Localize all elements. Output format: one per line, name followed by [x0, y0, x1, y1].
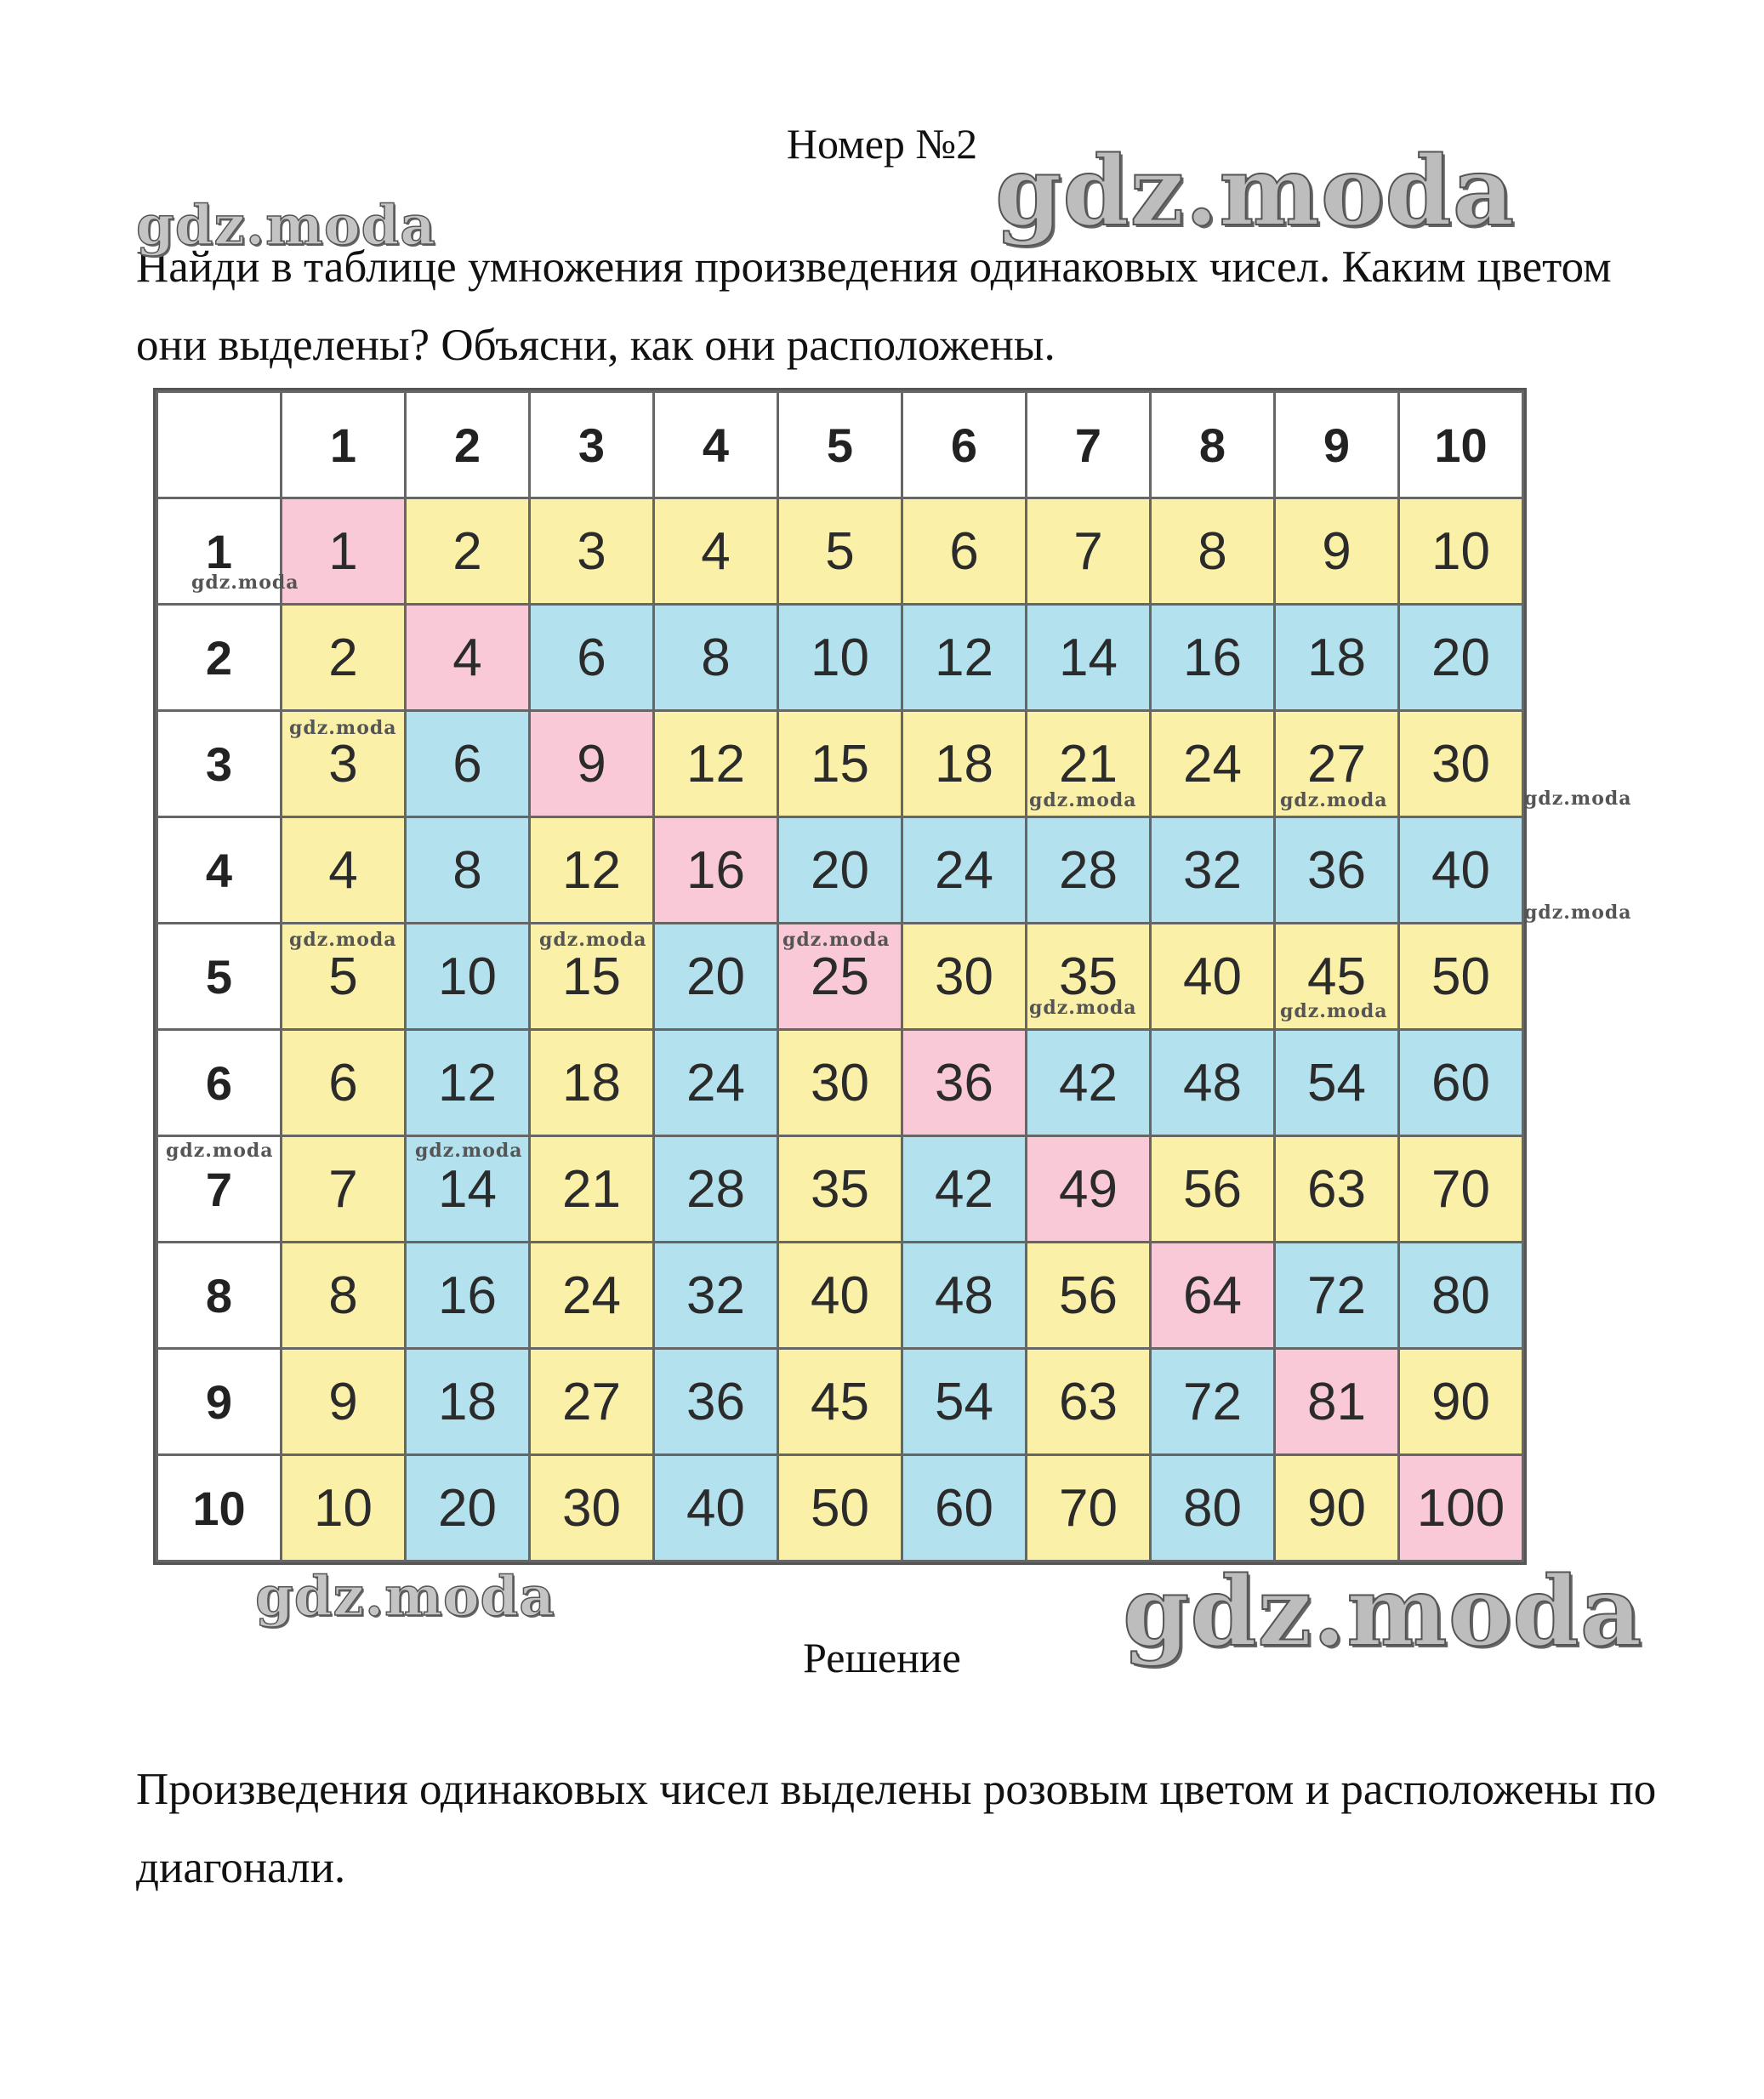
- row-header: 7: [157, 1136, 282, 1243]
- column-header: 6: [902, 392, 1027, 498]
- square-product-cell: 25: [778, 924, 902, 1030]
- column-header: 3: [530, 392, 654, 498]
- row-header: 10: [157, 1455, 282, 1561]
- solution-heading: Решение: [803, 1634, 961, 1681]
- table-row: [157, 1455, 1523, 1561]
- product-cell: 8: [1151, 498, 1275, 605]
- product-cell: 70: [1027, 1455, 1151, 1561]
- row-header: 9: [157, 1349, 282, 1455]
- product-cell: 45: [1275, 924, 1399, 1030]
- square-product-cell: 36: [902, 1030, 1027, 1136]
- product-cell: 60: [1399, 1030, 1523, 1136]
- column-header: 9: [1275, 392, 1399, 498]
- product-cell: 50: [778, 1455, 902, 1561]
- watermark-logo: gdz.moda: [1280, 1000, 1388, 1022]
- product-cell: 80: [1399, 1243, 1523, 1349]
- product-cell: 24: [902, 817, 1027, 924]
- product-cell: 32: [654, 1243, 778, 1349]
- product-cell: 32: [1151, 817, 1275, 924]
- square-product-cell: 100: [1399, 1455, 1523, 1561]
- column-header: 10: [1399, 392, 1523, 498]
- product-cell: 10: [1399, 498, 1523, 605]
- table-row: [157, 498, 1523, 605]
- watermark-logo: gdz.moda: [289, 929, 397, 951]
- product-cell: 42: [1027, 1030, 1151, 1136]
- product-cell: 63: [1027, 1349, 1151, 1455]
- product-cell: 42: [902, 1136, 1027, 1243]
- watermark-logo: gdz.moda: [136, 194, 436, 258]
- product-cell: 28: [654, 1136, 778, 1243]
- product-cell: 2: [406, 498, 530, 605]
- product-cell: 20: [654, 924, 778, 1030]
- multiplication-grid: [156, 390, 1524, 1562]
- product-cell: 9: [282, 1349, 406, 1455]
- square-product-cell: 4: [406, 605, 530, 711]
- product-cell: 18: [530, 1030, 654, 1136]
- square-product-cell: 16: [654, 817, 778, 924]
- column-header: 7: [1027, 392, 1151, 498]
- product-cell: 45: [778, 1349, 902, 1455]
- product-cell: 90: [1275, 1455, 1399, 1561]
- product-cell: 21: [1027, 711, 1151, 817]
- product-cell: 35: [1027, 924, 1151, 1030]
- product-cell: 12: [654, 711, 778, 817]
- watermark-logo: gdz.moda: [166, 1140, 274, 1162]
- product-cell: 72: [1151, 1349, 1275, 1455]
- watermark-logo: gdz.moda: [415, 1140, 523, 1162]
- product-cell: 30: [530, 1455, 654, 1561]
- product-cell: 30: [902, 924, 1027, 1030]
- product-cell: 18: [1275, 605, 1399, 711]
- product-cell: 8: [654, 605, 778, 711]
- square-product-cell: 9: [530, 711, 654, 817]
- product-cell: 6: [902, 498, 1027, 605]
- product-cell: 24: [530, 1243, 654, 1349]
- product-cell: 10: [406, 924, 530, 1030]
- product-cell: 6: [282, 1030, 406, 1136]
- table-row: [157, 1030, 1523, 1136]
- product-cell: 56: [1027, 1243, 1151, 1349]
- product-cell: 9: [1275, 498, 1399, 605]
- product-cell: 8: [406, 817, 530, 924]
- product-cell: 15: [778, 711, 902, 817]
- product-cell: 50: [1399, 924, 1523, 1030]
- product-cell: 27: [530, 1349, 654, 1455]
- square-product-cell: 49: [1027, 1136, 1151, 1243]
- row-header: 8: [157, 1243, 282, 1349]
- table-header-row: [157, 392, 1523, 498]
- table-corner-cell: [157, 392, 282, 498]
- table-row: [157, 1136, 1523, 1243]
- product-cell: 28: [1027, 817, 1151, 924]
- product-cell: 7: [1027, 498, 1151, 605]
- product-cell: 48: [902, 1243, 1027, 1349]
- product-cell: 12: [530, 817, 654, 924]
- row-header: 5: [157, 924, 282, 1030]
- product-cell: 18: [406, 1349, 530, 1455]
- product-cell: 12: [902, 605, 1027, 711]
- watermark-logo: gdz.moda: [995, 136, 1516, 247]
- product-cell: 16: [406, 1243, 530, 1349]
- product-cell: 40: [778, 1243, 902, 1349]
- watermark-logo: gdz.moda: [1029, 789, 1137, 811]
- square-product-cell: 64: [1151, 1243, 1275, 1349]
- product-cell: 20: [1399, 605, 1523, 711]
- watermark-logo: gdz.moda: [1029, 997, 1137, 1019]
- product-cell: 72: [1275, 1243, 1399, 1349]
- product-cell: 70: [1399, 1136, 1523, 1243]
- column-header: 8: [1151, 392, 1275, 498]
- product-cell: 63: [1275, 1136, 1399, 1243]
- product-cell: 54: [902, 1349, 1027, 1455]
- product-cell: 3: [282, 711, 406, 817]
- product-cell: 4: [654, 498, 778, 605]
- row-header: 6: [157, 1030, 282, 1136]
- row-header: 1: [157, 498, 282, 605]
- watermark-logo: gdz.moda: [1123, 1556, 1643, 1668]
- watermark-logo: gdz.moda: [1280, 789, 1388, 811]
- watermark-logo: gdz.moda: [782, 929, 891, 951]
- product-cell: 12: [406, 1030, 530, 1136]
- row-header: 4: [157, 817, 282, 924]
- product-cell: 5: [282, 924, 406, 1030]
- product-cell: 54: [1275, 1030, 1399, 1136]
- product-cell: 20: [778, 817, 902, 924]
- product-cell: 56: [1151, 1136, 1275, 1243]
- product-cell: 30: [1399, 711, 1523, 817]
- square-product-cell: 81: [1275, 1349, 1399, 1455]
- watermark-logo: gdz.moda: [1524, 788, 1632, 810]
- product-cell: 15: [530, 924, 654, 1030]
- product-cell: 16: [1151, 605, 1275, 711]
- product-cell: 2: [282, 605, 406, 711]
- product-cell: 80: [1151, 1455, 1275, 1561]
- product-cell: 40: [1399, 817, 1523, 924]
- product-cell: 14: [406, 1136, 530, 1243]
- column-header: 4: [654, 392, 778, 498]
- product-cell: 6: [406, 711, 530, 817]
- watermark-logo: gdz.moda: [539, 929, 647, 951]
- problem-title: Номер №2: [786, 120, 978, 168]
- row-header: 2: [157, 605, 282, 711]
- multiplication-table: [153, 388, 1527, 1565]
- task-text: Найди в таблице умножения произведения одинаковых чисел. Каким цветом они выделены? Объясни, как они расположены.: [136, 242, 1612, 370]
- row-header: 3: [157, 711, 282, 817]
- product-cell: 3: [530, 498, 654, 605]
- square-product-cell: 1: [282, 498, 406, 605]
- product-cell: 5: [778, 498, 902, 605]
- watermark-logo: gdz.moda: [1524, 902, 1632, 924]
- product-cell: 24: [654, 1030, 778, 1136]
- watermark-logo: gdz.moda: [289, 717, 397, 739]
- watermark-logo: gdz.moda: [255, 1565, 555, 1629]
- table-row: [157, 817, 1523, 924]
- watermark-logo: gdz.moda: [191, 572, 299, 594]
- product-cell: 18: [902, 711, 1027, 817]
- product-cell: 14: [1027, 605, 1151, 711]
- product-cell: 6: [530, 605, 654, 711]
- column-header: 5: [778, 392, 902, 498]
- product-cell: 10: [282, 1455, 406, 1561]
- product-cell: 36: [654, 1349, 778, 1455]
- product-cell: 24: [1151, 711, 1275, 817]
- product-cell: 30: [778, 1030, 902, 1136]
- product-cell: 8: [282, 1243, 406, 1349]
- table-row: [157, 605, 1523, 711]
- table-row: [157, 1243, 1523, 1349]
- product-cell: 36: [1275, 817, 1399, 924]
- product-cell: 4: [282, 817, 406, 924]
- answer-text: Произведения одинаковых чисел выделены розовым цветом и расположены по диагонали.: [136, 1765, 1657, 1892]
- product-cell: 7: [282, 1136, 406, 1243]
- product-cell: 60: [902, 1455, 1027, 1561]
- product-cell: 20: [406, 1455, 530, 1561]
- product-cell: 27: [1275, 711, 1399, 817]
- product-cell: 40: [1151, 924, 1275, 1030]
- product-cell: 40: [654, 1455, 778, 1561]
- column-header: 2: [406, 392, 530, 498]
- product-cell: 35: [778, 1136, 902, 1243]
- product-cell: 10: [778, 605, 902, 711]
- product-cell: 48: [1151, 1030, 1275, 1136]
- column-header: 1: [282, 392, 406, 498]
- table-row: [157, 1349, 1523, 1455]
- product-cell: 90: [1399, 1349, 1523, 1455]
- product-cell: 21: [530, 1136, 654, 1243]
